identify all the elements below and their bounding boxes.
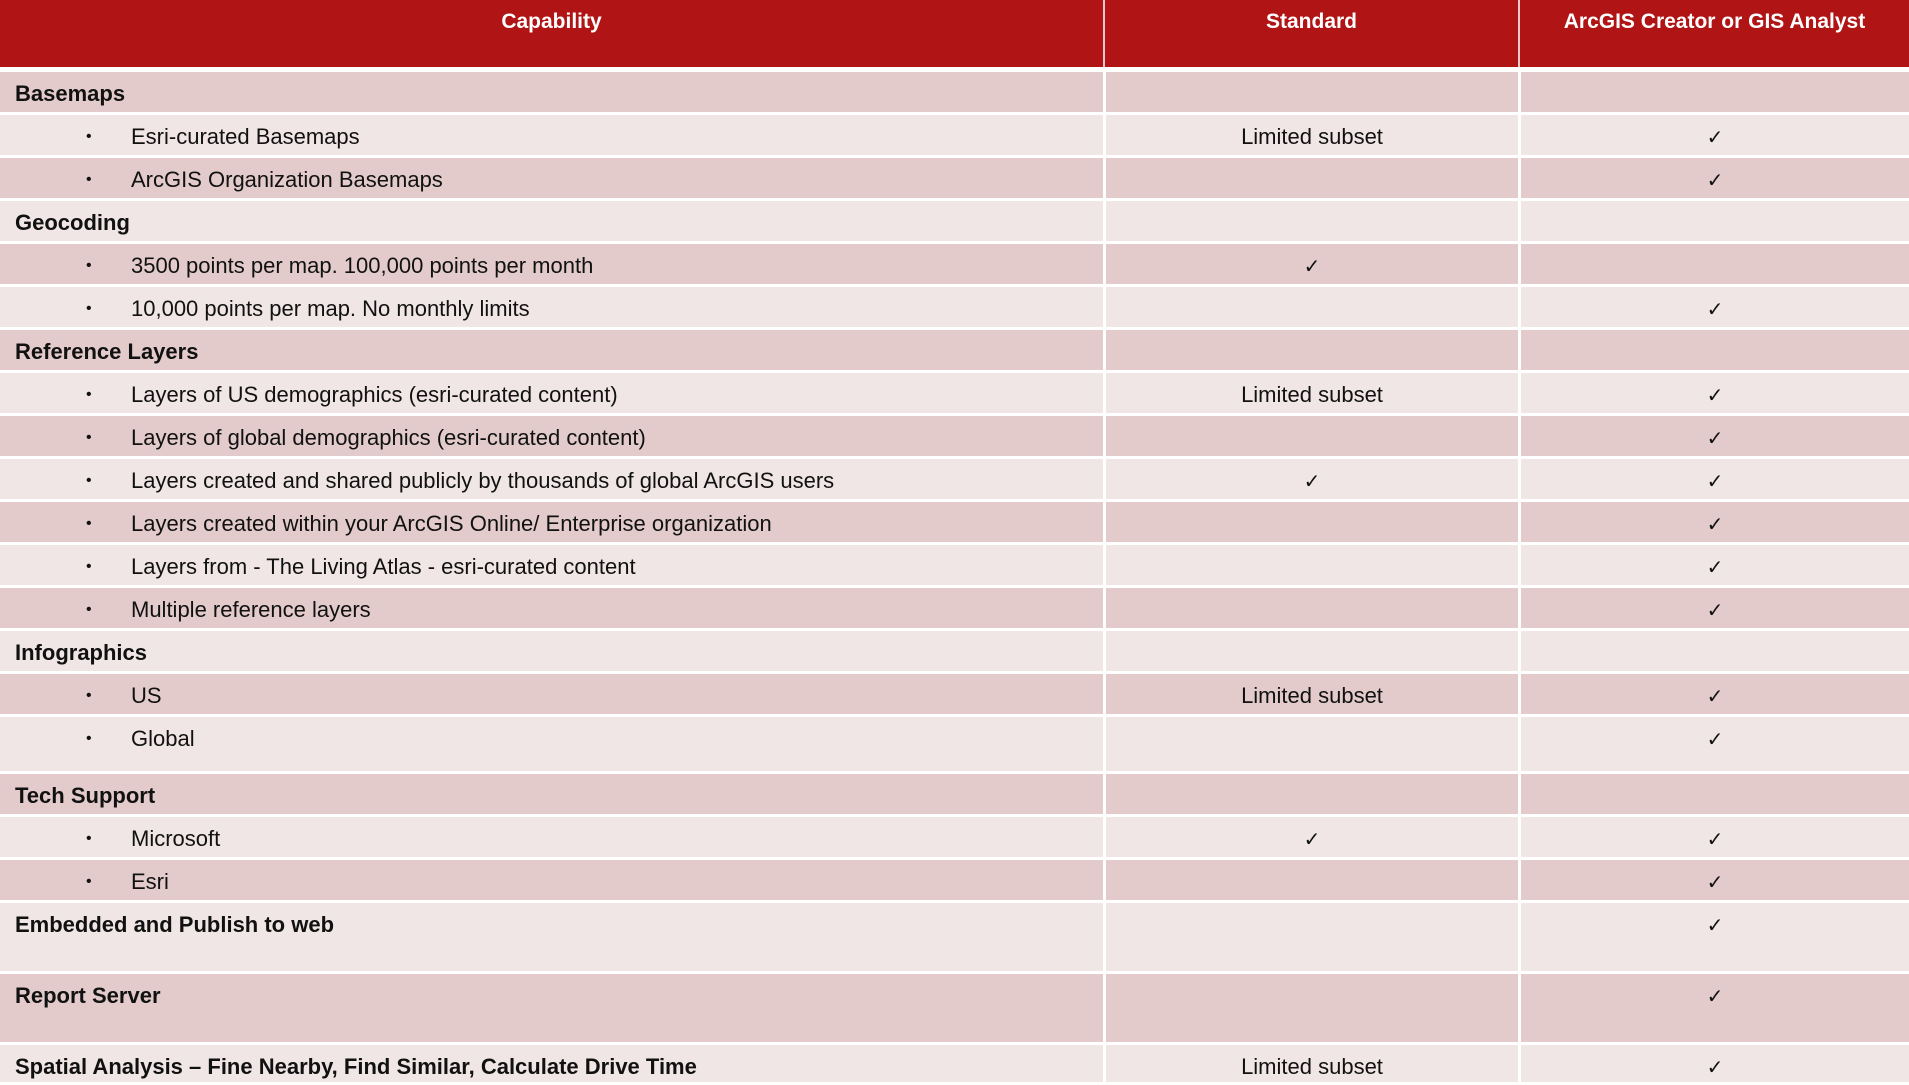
- check-icon: ✓: [1706, 471, 1724, 493]
- capability-label: 3500 points per map. 100,000 points per month: [131, 253, 594, 278]
- bullet-icon: •: [86, 300, 92, 317]
- standard-cell: [1103, 860, 1518, 900]
- creator-cell: [1518, 201, 1909, 241]
- item-row: [0, 860, 1909, 903]
- check-icon: ✓: [1706, 514, 1724, 536]
- standard-cell: [1103, 244, 1518, 284]
- bullet-icon: •: [86, 830, 92, 847]
- creator-cell: [1518, 502, 1909, 542]
- creator-cell: [1518, 817, 1909, 857]
- bullet-icon: •: [86, 472, 92, 489]
- capability-cell: [0, 115, 1103, 155]
- capability-cell: [0, 1045, 1103, 1082]
- creator-cell: [1518, 115, 1909, 155]
- standard-cell: [1103, 502, 1518, 542]
- check-icon: ✓: [1706, 686, 1724, 708]
- bullet-icon: •: [86, 257, 92, 274]
- capability-label: Reference Layers: [15, 339, 199, 364]
- creator-cell: [1518, 416, 1909, 456]
- table-header: [0, 0, 1909, 67]
- creator-cell: [1518, 244, 1909, 284]
- check-icon: ✓: [1706, 600, 1724, 622]
- standard-cell: [1103, 817, 1518, 857]
- section-row: [0, 774, 1909, 817]
- check-icon: ✓: [1706, 299, 1724, 321]
- check-icon: ✓: [1303, 829, 1321, 851]
- check-icon: ✓: [1706, 829, 1724, 851]
- capability-cell: [0, 330, 1103, 370]
- standard-cell: [1103, 158, 1518, 198]
- standard-cell: Limited subset: [1103, 115, 1518, 155]
- standard-cell: Limited subset: [1103, 373, 1518, 413]
- capability-label: Embedded and Publish to web: [15, 912, 335, 937]
- standard-cell: [1103, 416, 1518, 456]
- item-row: [0, 717, 1909, 774]
- standard-cell: [1103, 903, 1518, 971]
- creator-cell: [1518, 330, 1909, 370]
- check-icon: ✓: [1706, 127, 1724, 149]
- standard-cell: [1103, 774, 1518, 814]
- standard-cell: [1103, 974, 1518, 1042]
- standard-cell: [1103, 717, 1518, 771]
- capability-cell: [0, 588, 1103, 628]
- item-row: [0, 244, 1909, 287]
- capability-label: Tech Support: [15, 783, 156, 808]
- capability-label: ArcGIS Organization Basemaps: [131, 167, 443, 192]
- capability-cell: [0, 244, 1103, 284]
- bullet-icon: •: [86, 601, 92, 618]
- item-row: [0, 287, 1909, 330]
- check-icon: ✓: [1303, 256, 1321, 278]
- creator-cell: [1518, 860, 1909, 900]
- creator-cell: [1518, 588, 1909, 628]
- bullet-icon: •: [86, 873, 92, 890]
- standard-cell: [1103, 545, 1518, 585]
- capability-label: Basemaps: [15, 81, 126, 106]
- capability-cell: [0, 373, 1103, 413]
- creator-cell: [1518, 459, 1909, 499]
- item-row: [0, 459, 1909, 502]
- check-icon: ✓: [1706, 428, 1724, 450]
- bullet-icon: •: [86, 515, 92, 532]
- standard-cell: [1103, 330, 1518, 370]
- capability-cell: [0, 674, 1103, 714]
- capability-label: Esri-curated Basemaps: [131, 124, 360, 149]
- check-icon: ✓: [1706, 1057, 1724, 1079]
- capability-label: Multiple reference layers: [131, 597, 371, 622]
- bullet-icon: •: [86, 558, 92, 575]
- creator-cell: [1518, 674, 1909, 714]
- capability-label: Layers created within your ArcGIS Online/ Enterprise organization: [131, 511, 772, 536]
- capability-label: US: [131, 683, 162, 708]
- bullet-icon: •: [86, 171, 92, 188]
- capability-cell: [0, 459, 1103, 499]
- section-row: [0, 72, 1909, 115]
- table-body: [0, 72, 1909, 1085]
- bullet-icon: •: [86, 429, 92, 446]
- capability-cell: [0, 502, 1103, 542]
- check-icon: ✓: [1706, 557, 1724, 579]
- item-row: [0, 158, 1909, 201]
- creator-cell: [1518, 974, 1909, 1042]
- item-row: [0, 588, 1909, 631]
- capability-cell: [0, 416, 1103, 456]
- item-row: [0, 817, 1909, 860]
- capability-cell: [0, 974, 1103, 1042]
- header-standard: Standard: [1103, 0, 1518, 67]
- capability-label: Microsoft: [131, 826, 221, 851]
- capability-label: Layers of global demographics (esri-curated content): [131, 425, 646, 450]
- creator-cell: [1518, 287, 1909, 327]
- item-row: [0, 674, 1909, 717]
- check-icon: ✓: [1706, 385, 1724, 407]
- capability-cell: [0, 287, 1103, 327]
- item-row: [0, 115, 1909, 158]
- creator-cell: [1518, 903, 1909, 971]
- creator-cell: [1518, 1045, 1909, 1082]
- capability-label: Infographics: [15, 640, 148, 665]
- item-row: [0, 416, 1909, 459]
- capability-label: Spatial Analysis – Fine Nearby, Find Similar, Calculate Drive Time: [15, 1054, 697, 1079]
- creator-cell: [1518, 373, 1909, 413]
- item-row: [0, 545, 1909, 588]
- standard-cell: Limited subset: [1103, 674, 1518, 714]
- capability-cell: [0, 201, 1103, 241]
- standard-cell: [1103, 631, 1518, 671]
- standard-cell: Limited subset: [1103, 1045, 1518, 1082]
- section-row: [0, 201, 1909, 244]
- section-row: [0, 1045, 1909, 1085]
- item-row: [0, 373, 1909, 416]
- check-icon: ✓: [1706, 872, 1724, 894]
- creator-cell: [1518, 631, 1909, 671]
- capability-label: Layers from - The Living Atlas - esri-curated content: [131, 554, 636, 579]
- section-row: [0, 631, 1909, 674]
- capability-cell: [0, 72, 1103, 112]
- check-icon: ✓: [1706, 915, 1724, 937]
- bullet-icon: •: [86, 730, 92, 747]
- bullet-icon: •: [86, 687, 92, 704]
- header-creator: ArcGIS Creator or GIS Analyst: [1518, 0, 1909, 67]
- creator-cell: [1518, 717, 1909, 771]
- capability-label: 10,000 points per map. No monthly limits: [131, 296, 530, 321]
- standard-cell: [1103, 72, 1518, 112]
- capability-label: Geocoding: [15, 210, 130, 235]
- standard-cell: [1103, 459, 1518, 499]
- creator-cell: [1518, 545, 1909, 585]
- standard-cell: [1103, 287, 1518, 327]
- section-row: [0, 330, 1909, 373]
- capability-cell: [0, 903, 1103, 971]
- capability-cell: [0, 817, 1103, 857]
- standard-cell: [1103, 201, 1518, 241]
- check-icon: ✓: [1303, 471, 1321, 493]
- capability-cell: [0, 158, 1103, 198]
- standard-cell: [1103, 588, 1518, 628]
- capability-label: Global: [131, 726, 195, 751]
- check-icon: ✓: [1706, 729, 1724, 751]
- capability-cell: [0, 631, 1103, 671]
- capability-label: Report Server: [15, 983, 161, 1008]
- capability-cell: [0, 545, 1103, 585]
- creator-cell: [1518, 72, 1909, 112]
- item-row: [0, 502, 1909, 545]
- capability-cell: [0, 717, 1103, 771]
- capability-label: Layers of US demographics (esri-curated content): [131, 382, 618, 407]
- check-icon: ✓: [1706, 986, 1724, 1008]
- creator-cell: [1518, 774, 1909, 814]
- bullet-icon: •: [86, 386, 92, 403]
- section-row: [0, 974, 1909, 1045]
- capability-label: Layers created and shared publicly by thousands of global ArcGIS users: [131, 468, 835, 493]
- capability-label: Esri: [131, 869, 169, 894]
- bullet-icon: •: [86, 128, 92, 145]
- creator-cell: [1518, 158, 1909, 198]
- section-row: [0, 903, 1909, 974]
- capability-cell: [0, 774, 1103, 814]
- header-capability: Capability: [501, 10, 602, 33]
- capability-cell: [0, 860, 1103, 900]
- check-icon: ✓: [1706, 170, 1724, 192]
